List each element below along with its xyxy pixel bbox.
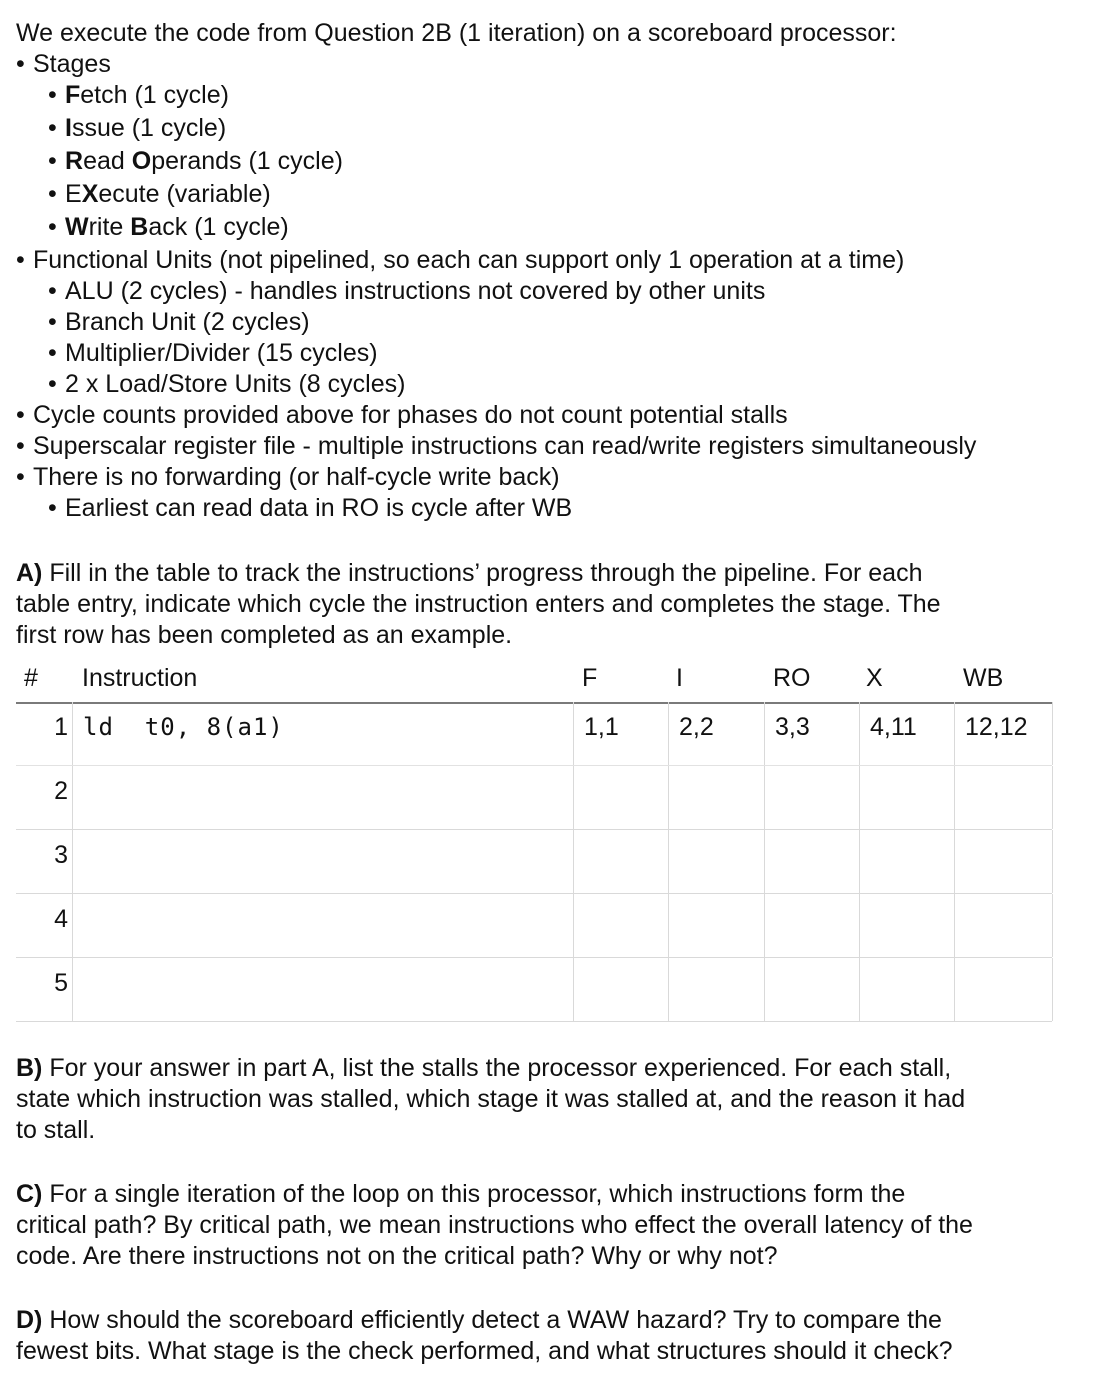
row-number: 1 xyxy=(54,713,68,741)
fu-multiplier: • Multiplier/Divider (15 cycles) xyxy=(48,339,378,367)
fu-load-store: • 2 x Load/Store Units (8 cycles) xyxy=(48,370,406,398)
cell-wb[interactable]: 12,12 xyxy=(954,702,1053,765)
header-ro: RO xyxy=(773,664,811,692)
stages-heading: • Stages xyxy=(16,50,111,78)
question-b: B) For your answer in part A, list the stalls the processor experienced. For each stall, state which instruction was stalled, which stage it was stalled at, and the reason it had to stall. xyxy=(16,1054,966,1144)
cell-ro[interactable] xyxy=(764,958,860,1021)
table-header xyxy=(16,660,1052,704)
row-number: 3 xyxy=(54,841,68,869)
table-row xyxy=(16,766,1052,830)
table-row xyxy=(16,894,1052,958)
cell-x[interactable] xyxy=(859,766,955,829)
question-c-label: C) xyxy=(16,1180,43,1208)
fu-alu: • ALU (2 cycles) - handles instructions not covered by other units xyxy=(48,277,766,305)
stage-fetch: • Fetch (1 cycle) xyxy=(48,81,229,109)
cell-f[interactable] xyxy=(573,894,669,957)
cell-ro[interactable]: 3,3 xyxy=(764,702,860,765)
row-number: 5 xyxy=(54,969,68,997)
fu-branch: • Branch Unit (2 cycles) xyxy=(48,308,310,336)
row-number: 4 xyxy=(54,905,68,933)
note-cycle-counts: • Cycle counts provided above for phases do not count potential stalls xyxy=(16,401,788,429)
question-a: A) Fill in the table to track the instructions’ progress through the pipeline. For each table entry, indicate which cycle the instruction enters and completes the stage. The first row has been completed as an example. xyxy=(16,559,941,649)
cell-x[interactable] xyxy=(859,830,955,893)
question-b-label: B) xyxy=(16,1054,43,1082)
cell-x[interactable] xyxy=(859,894,955,957)
instruction-cell[interactable] xyxy=(72,830,573,893)
table-row xyxy=(16,958,1052,1022)
cell-f[interactable] xyxy=(573,766,669,829)
instruction-cell[interactable] xyxy=(72,766,573,829)
cell-ro[interactable] xyxy=(764,830,860,893)
cell-f[interactable] xyxy=(573,830,669,893)
cell-wb[interactable] xyxy=(954,766,1053,829)
header-f: F xyxy=(582,664,598,692)
cell-f[interactable]: 1,1 xyxy=(573,702,669,765)
table-row xyxy=(16,830,1052,894)
header-x: X xyxy=(866,664,883,692)
cell-i[interactable] xyxy=(668,894,764,957)
subnote-ro-after-wb: • Earliest can read data in RO is cycle after WB xyxy=(48,494,573,522)
cell-i[interactable] xyxy=(668,830,764,893)
header-i: I xyxy=(676,664,683,692)
intro-text: We execute the code from Question 2B (1 iteration) on a scoreboard processor: xyxy=(16,19,897,47)
cell-wb[interactable] xyxy=(954,958,1053,1021)
stage-execute: • EXecute (variable) xyxy=(48,180,271,208)
stage-read-operands: • Read Operands (1 cycle) xyxy=(48,147,343,175)
cell-x[interactable] xyxy=(859,958,955,1021)
stage-issue: • Issue (1 cycle) xyxy=(48,114,227,142)
header-instruction: Instruction xyxy=(82,664,198,692)
note-register-file: • Superscalar register file - multiple instructions can read/write registers simultaneously xyxy=(16,432,977,460)
cell-i[interactable] xyxy=(668,958,764,1021)
functional-units-heading: • Functional Units (not pipelined, so each can support only 1 operation at a time) xyxy=(16,246,905,274)
question-d-label: D) xyxy=(16,1306,43,1334)
stages-list xyxy=(16,80,1106,245)
table-row xyxy=(16,702,1052,766)
intro-section xyxy=(16,18,1106,524)
cell-ro[interactable] xyxy=(764,766,860,829)
question-c: C) For a single iteration of the loop on this processor, which instructions form the critical path? By critical path, we mean instructions who effect the overall latency of the code. Are there instructions not on the critical path? Why or why not? xyxy=(16,1180,973,1270)
question-a-label: A) xyxy=(16,559,43,587)
cell-i[interactable]: 2,2 xyxy=(668,702,764,765)
instruction-cell[interactable] xyxy=(72,894,573,957)
stage-write-back: • Write Back (1 cycle) xyxy=(48,213,289,241)
cell-f[interactable] xyxy=(573,958,669,1021)
question-d: D) How should the scoreboard efficiently detect a WAW hazard? Try to compare the fewest bits. What stage is the check performed, and what structures should it check? xyxy=(16,1306,953,1365)
header-num: # xyxy=(24,664,38,692)
instruction-cell[interactable] xyxy=(72,958,573,1021)
cell-wb[interactable] xyxy=(954,894,1053,957)
cell-x[interactable]: 4,11 xyxy=(859,702,955,765)
note-forwarding: • There is no forwarding (or half-cycle write back) xyxy=(16,463,560,491)
cell-wb[interactable] xyxy=(954,830,1053,893)
row-number: 2 xyxy=(54,777,68,805)
instruction-cell[interactable]: ld t0, 8(a1) xyxy=(72,702,573,765)
header-wb: WB xyxy=(963,664,1004,692)
pipeline-table xyxy=(16,702,1052,1022)
cell-ro[interactable] xyxy=(764,894,860,957)
cell-i[interactable] xyxy=(668,766,764,829)
